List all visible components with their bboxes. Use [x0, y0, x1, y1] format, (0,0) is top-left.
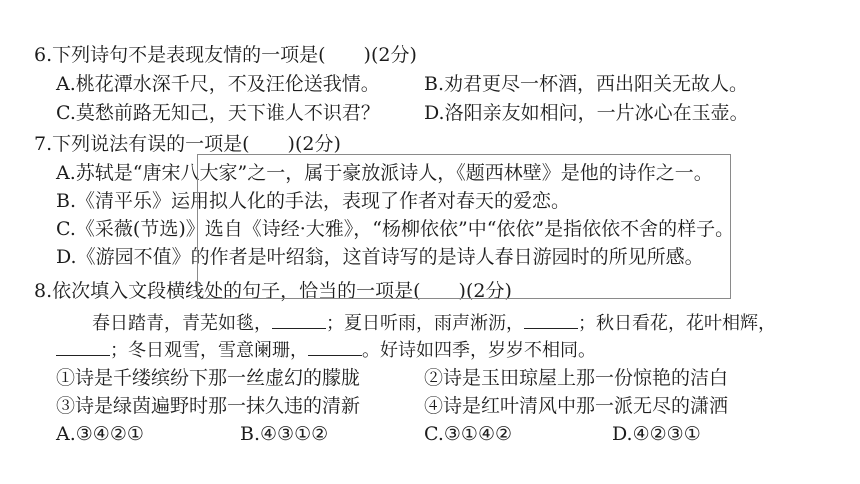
q8-sentence-1: ①诗是千缕缤纷下那一丝虚幻的朦胧: [56, 367, 361, 389]
q8-option-d: D.④②③①: [612, 423, 701, 445]
q6-option-c: C.莫愁前路无知己，天下谁人不识君？: [56, 102, 380, 124]
q8-passage-line1: [92, 310, 776, 337]
q7-stem: 7.下列说法有误的一项是( )(2分): [34, 133, 341, 155]
passage-text: ；夏日听雨，雨声淅沥，: [326, 313, 524, 334]
q8-sentence-2: ②诗是玉田琼屋上那一份惊艳的洁白: [424, 367, 729, 389]
passage-text: 。好诗如四季，岁岁不相同。: [362, 340, 596, 361]
q7-option-d: D.《游园不值》的作者是叶绍翁，这首诗写的是诗人春日游园时的所见所感。: [56, 246, 704, 268]
q8-sentence-3: ③诗是绿茵遍野时那一抹久违的清新: [56, 395, 361, 417]
q7-option-a: A.苏轼是“唐宋八大家”之一，属于豪放派诗人，《题西林壁》是他的诗作之一。: [56, 162, 713, 184]
q8-option-c: C.③①④②: [424, 423, 513, 445]
q6-option-b: B.劝君更尽一杯酒，西出阳关无故人。: [424, 73, 749, 95]
passage-text: ；秋日看花，花叶相辉，: [578, 313, 776, 334]
q8-stem: 8.依次填入文段横线处的句子，恰当的一项是( )(2分): [34, 280, 512, 302]
passage-text: 春日踏青，青芜如毯，: [92, 313, 272, 334]
blank-3: [56, 337, 110, 356]
q6-option-d: D.洛阳亲友如相问，一片冰心在玉壶。: [424, 102, 749, 124]
q8-option-b: B.④③①②: [240, 423, 329, 445]
blank-1: [272, 310, 326, 329]
q8-sentence-4: ④诗是红叶清风中那一派无尽的潇洒: [424, 395, 729, 417]
q8-option-a: A.③④②①: [56, 423, 144, 445]
q6-stem: 6.下列诗句不是表现友情的一项是( )(2分): [34, 44, 417, 66]
q7-option-c: C.《采薇(节选)》选自《诗经·大雅》，“杨柳依依”中“依依”是指依依不舍的样子。: [56, 218, 735, 240]
q8-passage-line2: [56, 337, 596, 364]
q6-option-a: A.桃花潭水深千尺，不及汪伦送我情。: [56, 73, 380, 95]
q7-option-b: B.《清平乐》运用拟人化的手法，表现了作者对春天的爱恋。: [56, 190, 571, 212]
blank-4: [308, 337, 362, 356]
passage-text: ；冬日观雪，雪意阑珊，: [110, 340, 308, 361]
blank-2: [524, 310, 578, 329]
